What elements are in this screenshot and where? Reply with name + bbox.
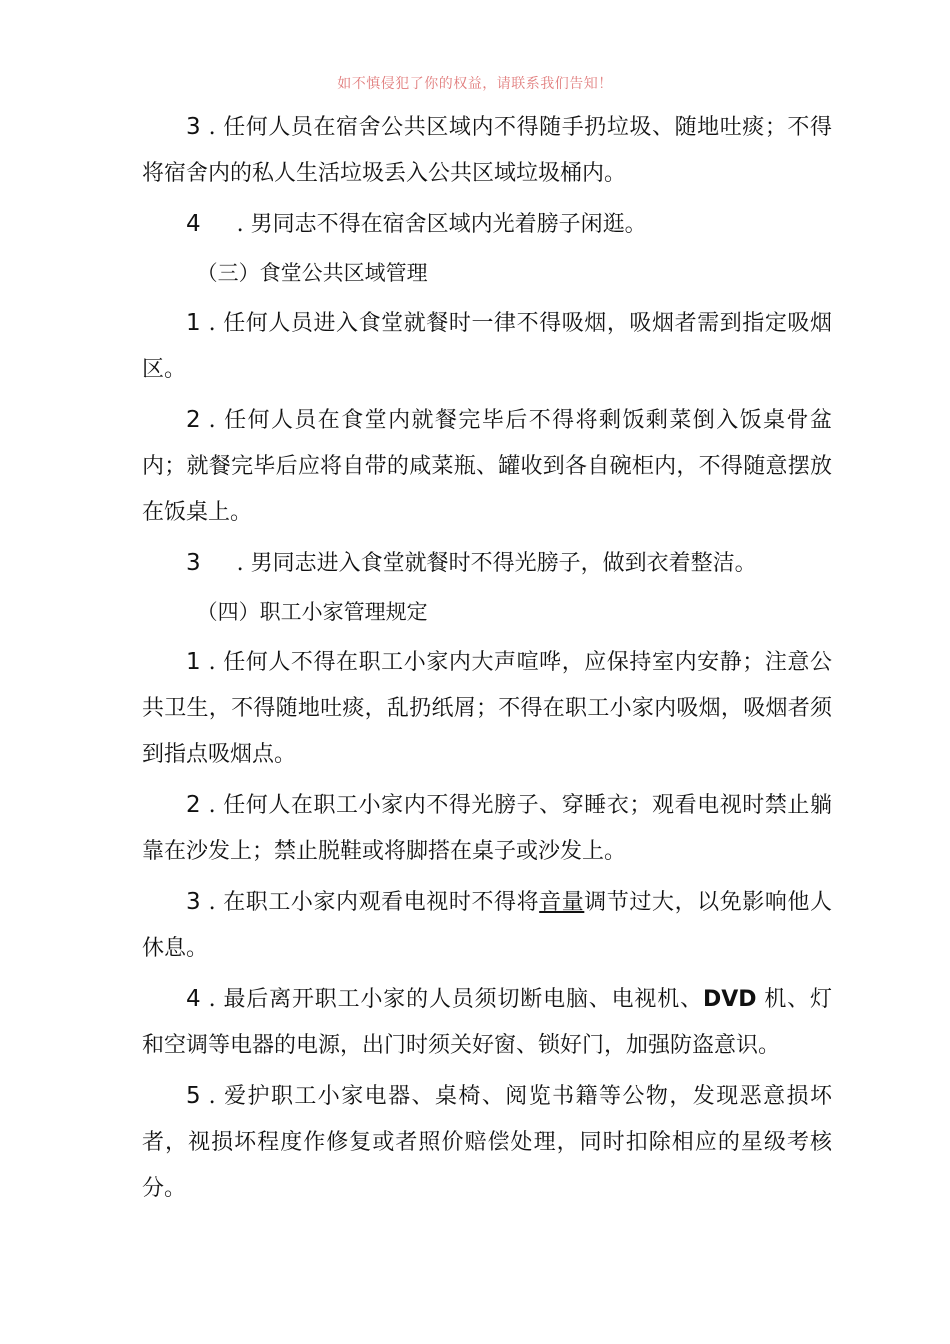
item-number: 4: [186, 986, 201, 1012]
item-text: . 男同志进入食堂就餐时不得光膀子，做到衣着整洁。: [236, 551, 757, 576]
item-text: . 男同志不得在宿舍区域内光着膀子闲逛。: [236, 212, 647, 237]
item-text: . 任何人不得在职工小家内大声喧哗，应保持室内安静；注意公共卫生，不得随地吐痰，乱扔纸屑；不得在职工小家内吸烟，吸烟者须到指点吸烟点。: [142, 650, 832, 767]
item-text: . 爱护职工小家电器、桌椅、阅览书籍等公物，发现恶意损坏者，视损坏程度作修复或者照价赔偿处理，同时扣除相应的星级考核分。: [142, 1084, 832, 1201]
canteen-rule-2: [142, 397, 832, 536]
header-disclaimer: 如不慎侵犯了你的权益，请联系我们告知！: [337, 76, 613, 92]
item-number: 1: [186, 649, 201, 675]
item-number: 1: [186, 310, 201, 336]
staff-home-rule-2: [142, 782, 832, 875]
document-body: [142, 104, 832, 1212]
canteen-rule-3: [142, 540, 832, 587]
item-text: . 任何人员在宿舍公共区域内不得随手扔垃圾、随地吐痰；不得将宿舍内的私人生活垃圾丢入公共区域垃圾桶内。: [142, 115, 832, 186]
item-text-before: . 最后离开职工小家的人员须切断电脑、电视机、: [208, 987, 703, 1012]
item-text: . 任何人员进入食堂就餐时一律不得吸烟，吸烟者需到指定吸烟区。: [142, 311, 832, 382]
item-number: 4: [186, 211, 201, 237]
item-number: 3: [186, 550, 201, 576]
section-heading-staff-home: （四）职工小家管理规定: [196, 600, 428, 624]
staff-home-rule-3: [142, 879, 832, 972]
dvd-term: DVD: [702, 987, 757, 1012]
staff-home-rule-5: [142, 1073, 832, 1212]
item-number: 2: [186, 792, 201, 818]
item-text-after: 机、灯和空调等电器的电源，出门时须关好窗、锁好门，加强防盗意识。: [142, 987, 832, 1058]
section-heading-canteen: （三）食堂公共区域管理: [196, 261, 428, 285]
underlined-term: 音量: [539, 890, 585, 915]
item-text: . 任何人在职工小家内不得光膀子、穿睡衣；观看电视时禁止躺靠在沙发上；禁止脱鞋或将脚搭在桌子或沙发上。: [142, 793, 832, 864]
canteen-rule-1: [142, 300, 832, 393]
item-number: 2: [186, 407, 201, 433]
dorm-rule-3: [142, 104, 832, 197]
item-number: 3: [186, 889, 201, 915]
item-text-after: 调节过大，以免影响他人休息。: [142, 890, 832, 961]
item-number: 5: [186, 1083, 201, 1109]
item-number: 3: [186, 114, 201, 140]
staff-home-rule-1: [142, 639, 832, 778]
item-text-before: . 在职工小家内观看电视时不得将: [208, 890, 540, 915]
staff-home-rule-4: [142, 976, 832, 1069]
dorm-rule-4: [142, 201, 832, 248]
item-text: . 任何人员在食堂内就餐完毕后不得将剩饭剩菜倒入饭桌骨盆内；就餐完毕后应将自带的咸菜瓶、罐收到各自碗柜内，不得随意摆放在饭桌上。: [142, 408, 832, 525]
